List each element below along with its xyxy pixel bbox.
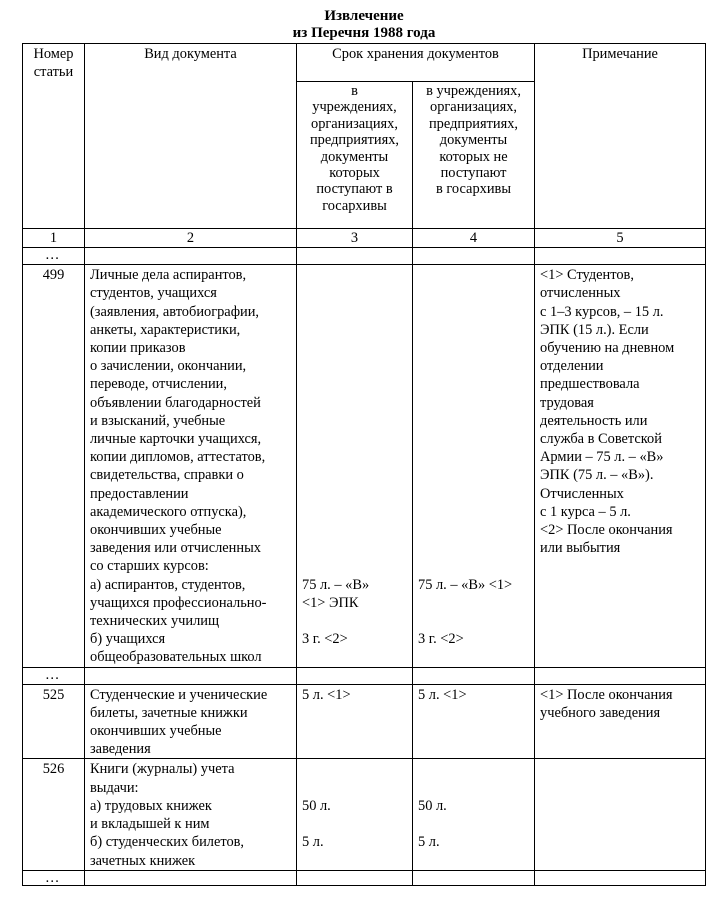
empty-cell <box>297 248 413 265</box>
table-row <box>23 759 706 870</box>
header-non-state-archive: в учреждениях, организациях, предприятиях, документы которых не поступают в госархивы <box>413 82 535 229</box>
term-non-state-archive: 50 л. 5 л. <box>413 759 535 870</box>
ellipsis-row <box>23 248 706 265</box>
empty-cell <box>413 248 535 265</box>
empty-cell <box>535 248 706 265</box>
document-type: Книги (журналы) учета выдачи: а) трудовых книжек и вкладышей к ним б) студенческих билетов, зачетных книжек <box>85 759 297 870</box>
column-number: 1 <box>23 229 85 248</box>
table-row <box>23 265 706 667</box>
term-non-state-archive: 5 л. <1> <box>413 684 535 759</box>
header-retention-period: Срок хранения документов <box>297 44 535 82</box>
header-note: Примечание <box>535 44 706 229</box>
title-line-2: из Перечня 1988 года <box>292 25 436 41</box>
term-state-archive: 50 л. 5 л. <box>297 759 413 870</box>
note: <1> После окончания учебного заведения <box>535 684 706 759</box>
ellipsis: … <box>23 667 85 684</box>
empty-cell <box>413 870 535 885</box>
header-article-number: Номер статьи <box>23 44 85 229</box>
column-number: 4 <box>413 229 535 248</box>
article-number: 526 <box>23 759 85 870</box>
column-number: 2 <box>85 229 297 248</box>
ellipsis: … <box>23 248 85 265</box>
document-type: Студенческие и ученические билеты, зачетные книжки окончивших учебные заведения <box>85 684 297 759</box>
header-document-type: Вид документа <box>85 44 297 229</box>
ellipsis-row <box>23 870 706 885</box>
empty-cell <box>85 667 297 684</box>
empty-cell <box>297 667 413 684</box>
term-non-state-archive: 75 л. – «В» <1> 3 г. <2> <box>413 265 535 667</box>
empty-cell <box>535 870 706 885</box>
empty-cell <box>413 667 535 684</box>
title-line-1: Извлечение <box>324 8 404 24</box>
article-number: 499 <box>23 265 85 667</box>
term-state-archive: 75 л. – «В» <1> ЭПК 3 г. <2> <box>297 265 413 667</box>
ellipsis: … <box>23 870 85 885</box>
column-number: 3 <box>297 229 413 248</box>
column-number: 5 <box>535 229 706 248</box>
article-number: 525 <box>23 684 85 759</box>
empty-cell <box>535 667 706 684</box>
note <box>535 759 706 870</box>
empty-cell <box>297 870 413 885</box>
empty-cell <box>85 248 297 265</box>
column-number-row <box>23 229 706 248</box>
header-state-archive: в учреждениях, организациях, предприятиях, документы которых поступают в госархивы <box>297 82 413 229</box>
table-header-row <box>23 44 706 82</box>
document-type: Личные дела аспирантов, студентов, учащихся (заявления, автобиографии, анкеты, характеристики, копии приказов о зачислении, окончании, переводе, отчислении, объявлении благодарностей и взысканий, учебные личные карточки учащихся, копии дипломов, аттестатов, свидетельства, справки о предоставлении академического отпуска), окончивших учебные заведения или отчисленных со старших курсов: а) аспирантов, студентов, учащихся профессионально- технических училищ б) учащихся общеобразовательных школ <box>85 265 297 667</box>
retention-table <box>22 43 706 886</box>
note: <1> Студентов, отчисленных с 1–3 курсов, – 15 л. ЭПК (15 л.). Если обучению на дневном отделении предшествовала трудовая деятельность или служба в Советской Армии – 75 л. – «В» ЭПК (75 л. – «В»). Отчисленных с 1 курса – 5 л. <2> После окончания или выбытия <box>535 265 706 667</box>
table-row <box>23 684 706 759</box>
ellipsis-row <box>23 667 706 684</box>
term-state-archive: 5 л. <1> <box>297 684 413 759</box>
empty-cell <box>85 870 297 885</box>
document-title <box>0 8 728 42</box>
